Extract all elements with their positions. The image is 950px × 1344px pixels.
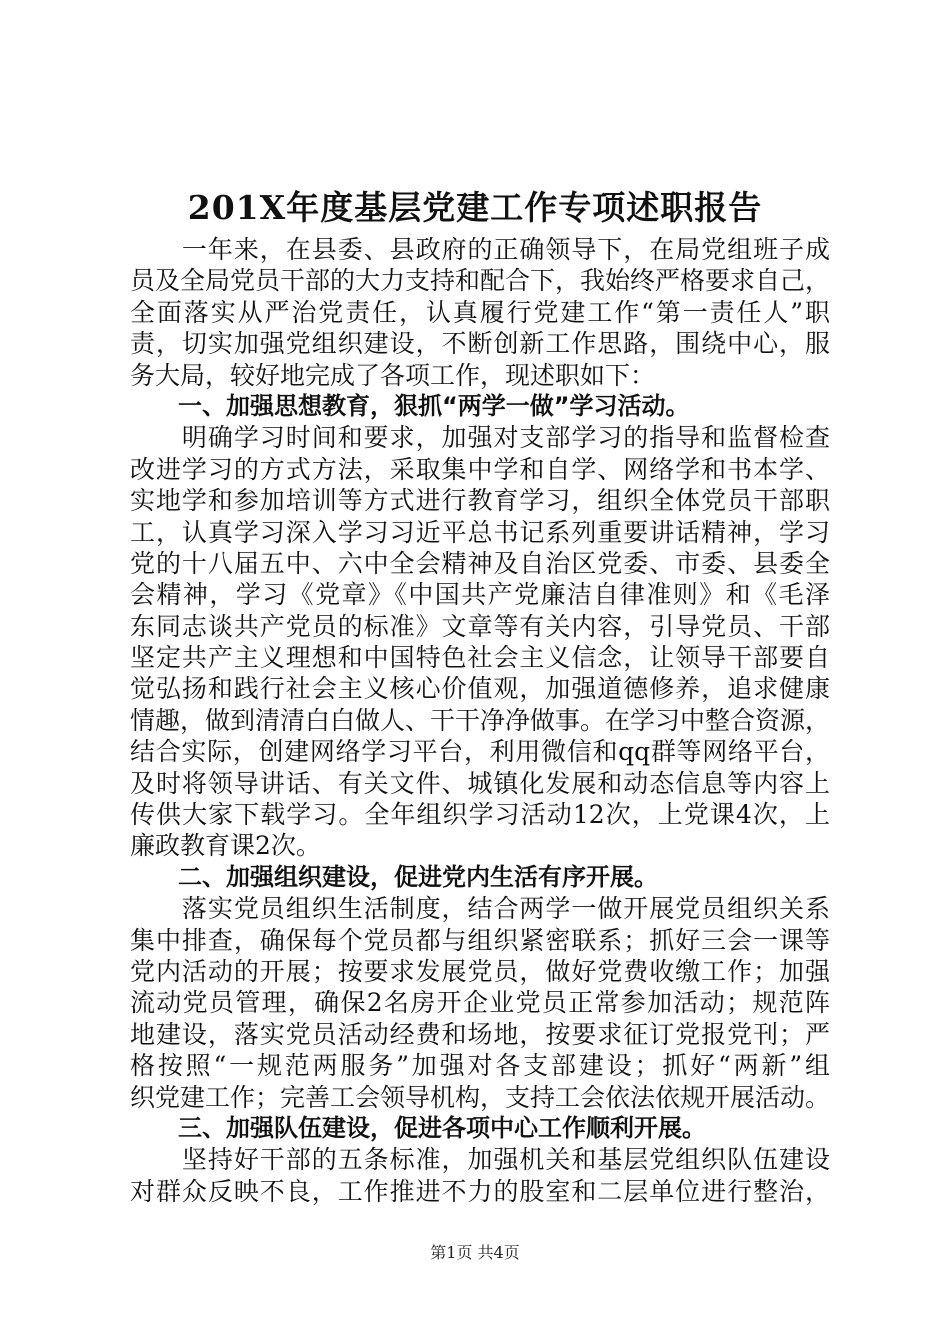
body-text-line: 格按照“一规范两服务”加强对各支部建设；抓好“两新”组 bbox=[130, 1051, 830, 1081]
body-text-line: 地建设，落实党员活动经费和场地，按要求征订党报党刊；严 bbox=[130, 1019, 830, 1049]
body-text-line: 及时将领导讲话、有关文件、城镇化发展和动态信息等内容上 bbox=[130, 768, 830, 798]
body-text-line: 党的十八届五中、六中全会精神及自治区党委、市委、县委全 bbox=[130, 548, 830, 578]
body-text-line: 坚定共产主义理想和中国特色社会主义信念，让领导干部要自 bbox=[130, 643, 830, 673]
body-text-line: 落实党员组织生活制度，结合两学一做开展党员组织关系 bbox=[130, 894, 830, 924]
page-footer: 第1页 共4页 bbox=[430, 1243, 520, 1262]
body-text-line: 务大局，较好地完成了各项工作，现述职如下： bbox=[130, 360, 656, 390]
body-text-line: 织党建工作；完善工会领导机构，支持工会依法依规开展活动。 bbox=[130, 1082, 831, 1112]
body-text-line: 情趣，做到清清白白做人、干干净净做事。在学习中整合资源， bbox=[130, 705, 831, 735]
body-text-line: 一年来，在县委、县政府的正确领导下，在局党组班子成 bbox=[130, 235, 830, 264]
section-heading: 三、加强队伍建设，促进各项中心工作顺利开展。 bbox=[130, 1113, 706, 1142]
body-text-line: 全面落实从严治党责任，认真履行党建工作“第一责任人”职 bbox=[130, 297, 830, 327]
body-text-line: 党内活动的开展；按要求发展党员，做好党费收缴工作；加强 bbox=[130, 956, 830, 986]
body-text-line: 觉弘扬和践行社会主义核心价值观，加强道德修养，追求健康 bbox=[130, 674, 830, 704]
body-text-line: 员及全局党员干部的大力支持和配合下，我始终严格要求自己， bbox=[130, 266, 831, 296]
body-text-line: 明确学习时间和要求，加强对支部学习的指导和监督检查 bbox=[130, 423, 830, 453]
body-text-line: 集中排查，确保每个党员都与组织紧密联系；抓好三会一课等 bbox=[130, 925, 830, 955]
body-text-line: 传供大家下载学习。全年组织学习活动12次，上党课4次，上 bbox=[130, 800, 830, 830]
document-body bbox=[130, 234, 830, 1207]
document-title: 201X年度基层党建工作专项述职报告 bbox=[187, 188, 763, 227]
body-text-line: 责，切实加强党组织建设，不断创新工作思路，围绕中心，服 bbox=[130, 329, 830, 359]
body-text-line: 坚持好干部的五条标准，加强机关和基层党组织队伍建设 bbox=[130, 1145, 830, 1175]
body-text-line: 会精神，学习《党章》《中国共产党廉洁自律准则》和《毛泽 bbox=[130, 580, 830, 610]
body-text-line: 廉政教育课2次。 bbox=[130, 831, 321, 861]
body-text-line: 东同志谈共产党员的标准》文章等有关内容，引导党员、干部 bbox=[130, 611, 830, 641]
section-heading: 二、加强组织建设，促进党内生活有序开展。 bbox=[130, 862, 658, 891]
body-text-line: 工，认真学习深入学习习近平总书记系列重要讲话精神，学习 bbox=[130, 517, 830, 547]
body-text-line: 流动党员管理，确保2名房开企业党员正常参加活动；规范阵 bbox=[130, 988, 830, 1018]
body-text-line: 结合实际，创建网络学习平台，利用微信和qq群等网络平台， bbox=[130, 737, 830, 767]
section-heading: 一、加强思想教育，狠抓“两学一做”学习活动。 bbox=[130, 391, 690, 420]
body-text-line: 对群众反映不良，工作推进不力的股室和二层单位进行整治， bbox=[130, 1176, 830, 1206]
body-text-line: 改进学习的方式方法，采取集中学和自学、网络学和书本学、 bbox=[130, 454, 830, 484]
body-text-line: 实地学和参加培训等方式进行教育学习，组织全体党员干部职 bbox=[130, 486, 830, 516]
